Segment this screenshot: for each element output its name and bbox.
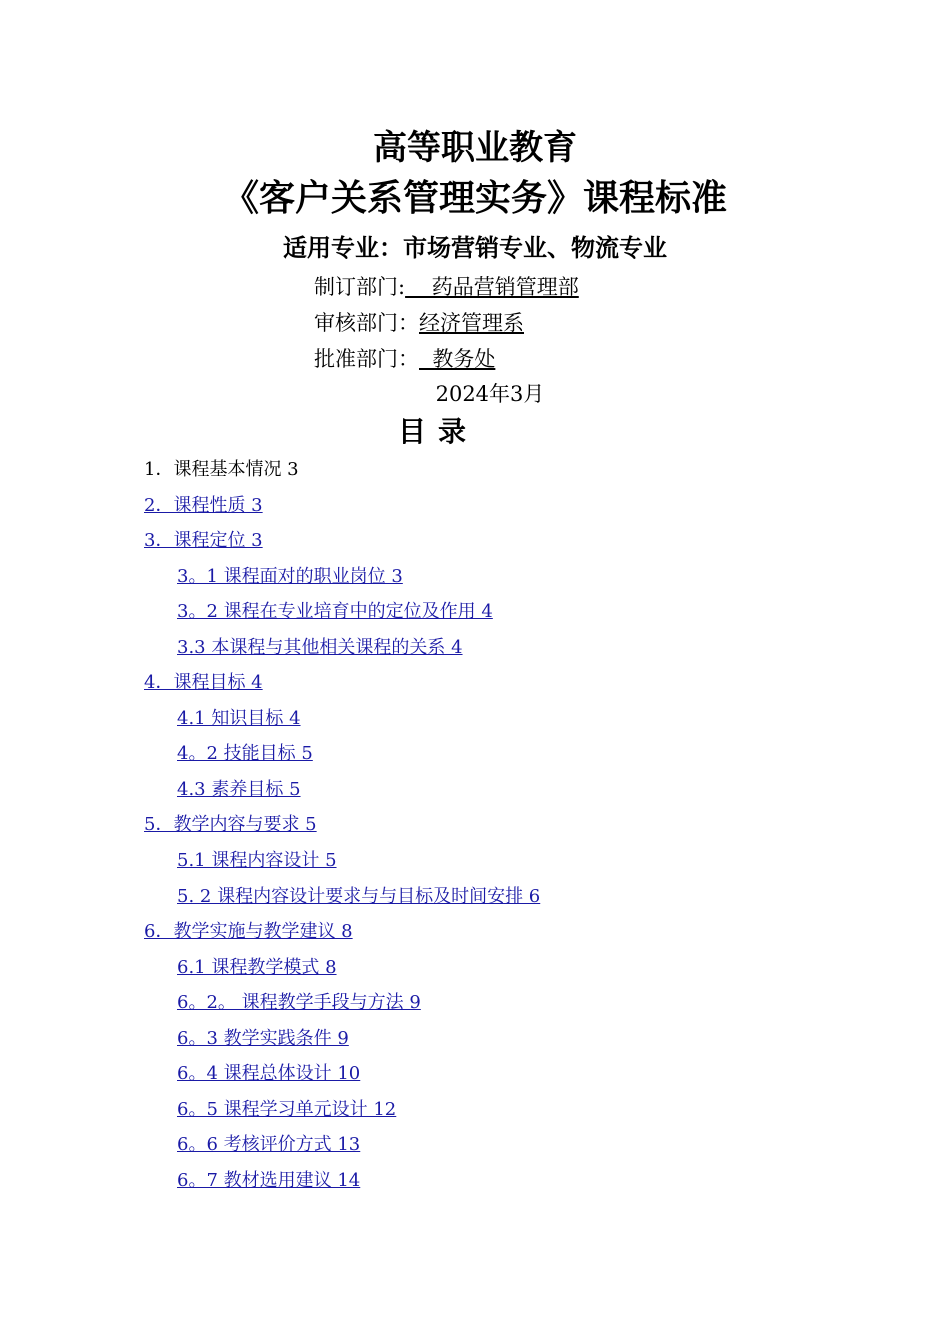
toc-entry (0, 772, 950, 808)
toc-link[interactable]: 4.3 素养目标 5 (177, 778, 301, 800)
toc-entry (0, 701, 950, 737)
toc-entry (0, 736, 950, 772)
applicable-majors: 适用专业：市场营销专业、物流专业 (283, 234, 667, 262)
toc-link[interactable]: 5．教学内容与要求 5 (144, 814, 317, 836)
toc-link[interactable]: 3。1 课程面对的职业岗位 3 (177, 565, 403, 587)
toc-text: 1．课程基本情况 3 (144, 459, 299, 480)
toc-link[interactable]: 6。2。 课程教学手段与方法 9 (177, 992, 421, 1014)
toc-entry (0, 630, 950, 666)
review-department-row (314, 308, 524, 338)
approval-department-label: 批准部门： (314, 347, 419, 371)
toc-entry (0, 1092, 950, 1128)
toc-entry (0, 950, 950, 986)
toc-link[interactable]: 6．教学实施与教学建议 8 (144, 921, 353, 943)
toc-entry (0, 559, 950, 595)
drafting-department-row (314, 272, 579, 302)
table-of-contents (0, 452, 950, 1198)
toc-entry (0, 1127, 950, 1163)
toc-entry (0, 452, 950, 488)
toc-link[interactable]: 4．课程目标 4 (144, 672, 263, 694)
toc-link[interactable]: 3.3 本课程与其他相关课程的关系 4 (177, 636, 463, 658)
toc-link[interactable]: 4.1 知识目标 4 (177, 707, 301, 729)
toc-entry (0, 914, 950, 950)
toc-entry (0, 1163, 950, 1199)
toc-link[interactable]: 6。3 教学实践条件 9 (177, 1027, 349, 1049)
toc-entry (0, 594, 950, 630)
toc-entry (0, 1021, 950, 1057)
toc-entry (0, 523, 950, 559)
review-department-label: 审核部门： (314, 311, 419, 335)
toc-link[interactable]: 5.1 课程内容设计 5 (177, 850, 337, 872)
toc-link[interactable]: 6。4 课程总体设计 10 (177, 1063, 361, 1085)
toc-entry (0, 879, 950, 915)
title-line-1: 高等职业教育 (373, 128, 577, 168)
toc-entry (0, 843, 950, 879)
toc-link[interactable]: 3．课程定位 3 (144, 530, 263, 552)
toc-link[interactable]: 6.1 课程教学模式 8 (177, 956, 337, 978)
toc-link[interactable]: 5. 2 课程内容设计要求与与目标及时间安排 6 (177, 885, 541, 907)
title-line-2: 《客户关系管理实务》课程标准 (222, 178, 727, 219)
drafting-department-value: 药品营销管理部 (405, 275, 579, 299)
toc-entry (0, 985, 950, 1021)
toc-link[interactable]: 6。7 教材选用建议 14 (177, 1169, 361, 1191)
toc-link[interactable]: 3。2 课程在专业培育中的定位及作用 4 (177, 601, 493, 623)
toc-entry (0, 665, 950, 701)
approval-department-value: 教务处 (419, 347, 496, 371)
approval-department-row (314, 344, 495, 374)
toc-entry (0, 1056, 950, 1092)
toc-link[interactable]: 6。6 考核评价方式 13 (177, 1134, 361, 1156)
toc-link[interactable]: 2．课程性质 3 (144, 494, 263, 516)
toc-heading: 目录 (397, 415, 478, 448)
toc-link[interactable]: 4。2 技能目标 5 (177, 743, 313, 765)
drafting-department-label: 制订部门: (314, 275, 406, 299)
review-department-value: 经济管理系 (419, 311, 524, 335)
document-date: 2024年3月 (435, 382, 545, 406)
toc-link[interactable]: 6。5 课程学习单元设计 12 (177, 1098, 397, 1120)
toc-entry (0, 488, 950, 524)
toc-entry (0, 807, 950, 843)
